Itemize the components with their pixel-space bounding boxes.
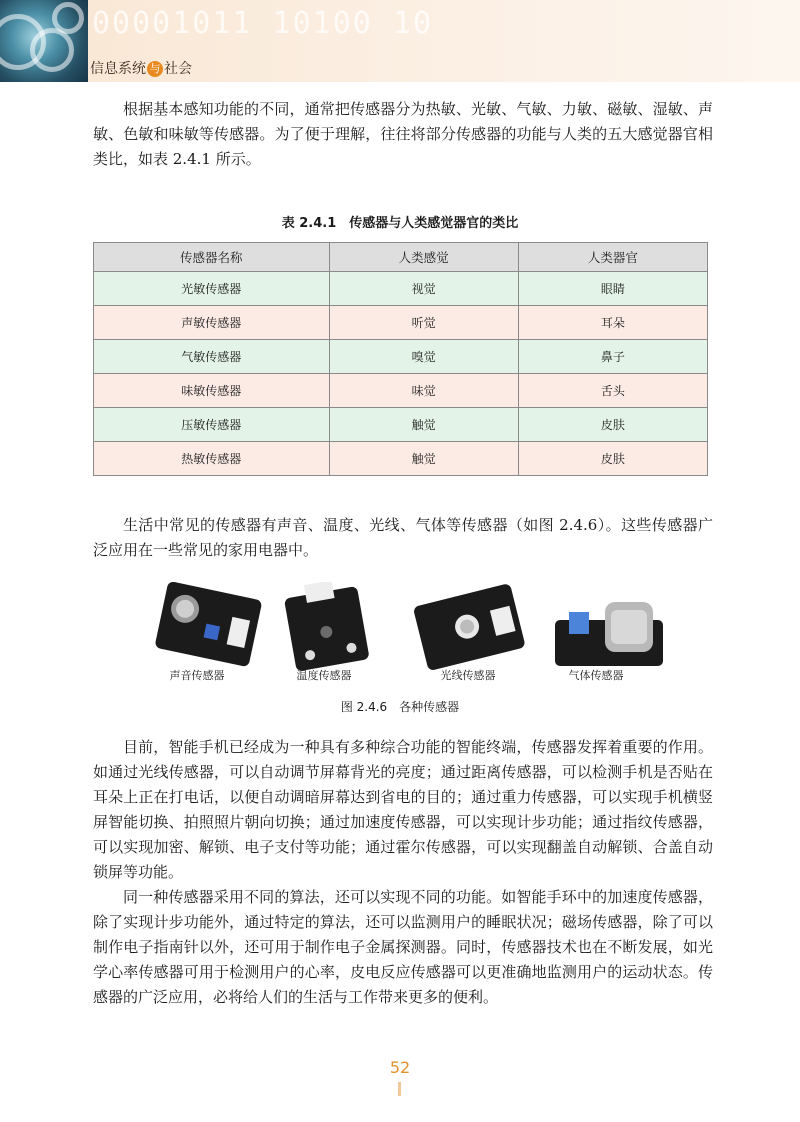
table-cell: 热敏传感器 (94, 442, 330, 476)
table-row (94, 442, 708, 476)
figure-caption: 图 2.4.6 各种传感器 (340, 700, 460, 714)
figure-label-sound: 声音传感器 (169, 669, 225, 682)
table-cell: 嗅觉 (329, 340, 518, 374)
table-row (94, 340, 708, 374)
table-cell: 气敏传感器 (94, 340, 330, 374)
header-gear-image (0, 0, 88, 82)
table-cell: 耳朵 (518, 306, 707, 340)
table-cell: 压敏传感器 (94, 408, 330, 442)
table-cell: 触觉 (329, 408, 518, 442)
page-header (0, 0, 800, 82)
table-row (94, 374, 708, 408)
table-header-cell: 传感器名称 (94, 243, 330, 272)
light-sensor-board (413, 583, 526, 671)
book-title-part1: 信息系统 (90, 61, 146, 77)
table-cell: 听觉 (329, 306, 518, 340)
sound-sensor-board (154, 582, 262, 667)
page-number: 52 (389, 1058, 411, 1077)
table-cell: 皮肤 (518, 442, 707, 476)
table-header-cell: 人类器官 (518, 243, 707, 272)
temperature-sensor-board (282, 582, 369, 672)
paragraph-1: 根据基本感知功能的不同，通常把传感器分为热敏、光敏、气敏、力敏、磁敏、湿敏、声敏、色敏和味敏等传感器。为了便于理解，往往将部分传感器的功能与人类的五大感觉器官相类比，如表 2.4.1 所示。 (93, 100, 713, 168)
table-cell: 味敏传感器 (94, 374, 330, 408)
paragraph-2: 生活中常见的传感器有声音、温度、光线、气体等传感器（如图 2.4.6）。这些传感器广泛应用在一些常见的家用电器中。 (93, 516, 713, 559)
table-cell: 声敏传感器 (94, 306, 330, 340)
figure-label-temperature: 温度传感器 (296, 669, 352, 682)
table-cell: 舌头 (518, 374, 707, 408)
book-title (90, 58, 192, 78)
table-row (94, 306, 708, 340)
book-title-amp: 与 (147, 61, 163, 77)
table-caption: 表 2.4.1 传感器与人类感觉器官的类比 (281, 216, 519, 231)
paragraph-3: 目前，智能手机已经成为一种具有多种综合功能的智能终端，传感器发挥着重要的作用。如通过光线传感器，可以自动调节屏幕背光的亮度；通过距离传感器，可以检测手机是否贴在耳朵上正在打电话，以便自动调暗屏幕达到省电的目的；通过重力传感器，可以实现手机横竖屏智能切换、拍照照片朝向切换；通过加速度传感器，可以实现计步功能；通过指纹传感器，可以实现加密、解锁、电子支付等功能；通过霍尔传感器，可以实现翻盖自动解锁、合盖自动锁屏等功能。 (93, 738, 713, 881)
table-cell: 味觉 (329, 374, 518, 408)
book-title-part2: 社会 (164, 61, 192, 77)
table-header-cell: 人类感觉 (329, 243, 518, 272)
table-cell: 眼睛 (518, 272, 707, 306)
paragraph-4: 同一种传感器采用不同的算法，还可以实现不同的功能。如智能手环中的加速度传感器，除了实现计步功能外，通过特定的算法，还可以监测用户的睡眠状况；磁场传感器，除了可以制作电子指南针以外，还可用于制作电子金属探测器。同时，传感器技术也在不断发展，如光学心率传感器可用于检测用户的心率，皮电反应传感器可以更准确地监测用户的运动状态。传感器的广泛应用，必将给人们的生活与工作带来更多的便利。 (93, 888, 713, 1006)
table-row (94, 272, 708, 306)
page-number-bar (398, 1082, 401, 1096)
table-header-row (94, 243, 708, 272)
gas-sensor-board (555, 602, 663, 666)
figure-label-light: 光线传感器 (440, 669, 496, 682)
table-cell: 皮肤 (518, 408, 707, 442)
table-cell: 光敏传感器 (94, 272, 330, 306)
table-cell: 视觉 (329, 272, 518, 306)
sensor-table (93, 242, 708, 476)
table-cell: 触觉 (329, 442, 518, 476)
table-row (94, 408, 708, 442)
header-digits: 00001011 10100 10 (92, 6, 434, 41)
table-cell: 鼻子 (518, 340, 707, 374)
figure-label-gas: 气体传感器 (568, 669, 624, 682)
